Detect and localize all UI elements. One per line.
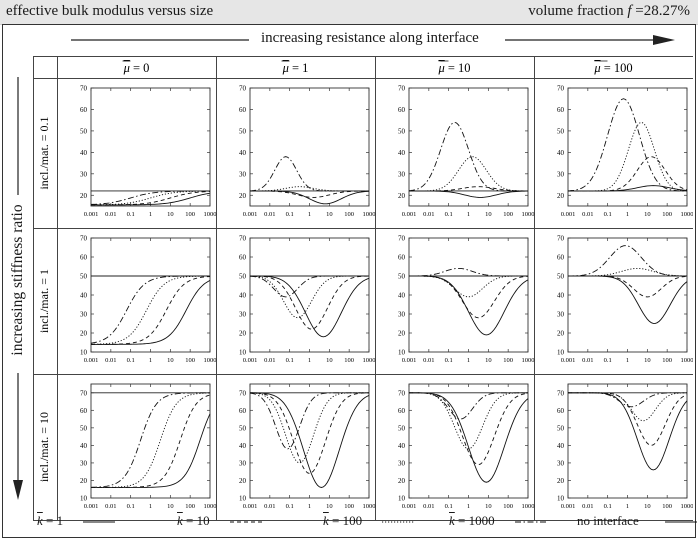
y-tick-label: 30 (557, 310, 564, 319)
y-tick-label: 70 (557, 389, 564, 398)
y-tick-label: 50 (398, 127, 405, 136)
legend-label: = 10 (182, 513, 210, 528)
row-label: incl./mat. = 0.1 (37, 116, 51, 190)
series-line (409, 268, 528, 276)
x-tick-label: 0.001 (83, 211, 99, 218)
y-tick-label: 30 (398, 459, 405, 468)
series-line (91, 276, 210, 344)
legend-swatch (382, 517, 414, 527)
x-tick-label: 100 (503, 357, 514, 364)
y-tick-label: 70 (557, 234, 564, 243)
panel-grid (33, 56, 693, 536)
y-tick-label: 50 (557, 127, 564, 136)
column-header (282, 61, 309, 75)
series-line (568, 276, 687, 297)
x-tick-label: 0.001 (401, 357, 417, 364)
x-tick-label: 1 (625, 211, 630, 218)
y-tick-label: 50 (239, 127, 246, 136)
y-tick-label: 70 (239, 234, 246, 243)
y-tick-label: 20 (557, 476, 564, 485)
mu-symbol: μ (438, 61, 445, 75)
x-tick-label: 0.001 (242, 357, 258, 364)
legend (37, 509, 691, 535)
x-tick-label: 1 (148, 211, 153, 218)
series-line (250, 191, 369, 204)
x-tick-label: 0.1 (603, 503, 612, 510)
y-tick-label: 50 (80, 272, 87, 281)
x-tick-label: 1000 (521, 211, 535, 218)
y-tick-label: 60 (398, 105, 405, 114)
series-line (250, 393, 369, 488)
grid-border (34, 57, 694, 521)
y-tick-label: 30 (398, 310, 405, 319)
x-tick-label: 1 (466, 211, 471, 218)
y-tick-label: 10 (398, 494, 405, 503)
x-tick-label: 10 (326, 503, 333, 510)
plot-area (250, 384, 369, 498)
plot-area (409, 384, 528, 498)
legend-item (577, 513, 697, 529)
y-tick-label: 50 (398, 272, 405, 281)
series-line (250, 393, 369, 449)
y-tick-label: 40 (398, 291, 405, 300)
y-tick-label: 40 (239, 441, 246, 450)
title-bar (0, 0, 698, 25)
x-tick-label: 1000 (203, 357, 217, 364)
plot-area (91, 238, 210, 352)
x-tick-label: 10 (644, 357, 651, 364)
legend-label: = 1000 (454, 513, 495, 528)
plot-area (568, 88, 687, 206)
y-tick-label: 20 (398, 329, 405, 338)
x-tick-label: 100 (662, 211, 673, 218)
x-tick-label: 1 (625, 503, 630, 510)
y-tick-label: 70 (398, 84, 405, 93)
x-tick-label: 0.01 (105, 503, 117, 510)
y-tick-label: 70 (239, 84, 246, 93)
series-line (409, 276, 528, 335)
y-tick-label: 20 (239, 329, 246, 338)
y-tick-label: 70 (80, 234, 87, 243)
x-tick-label: 10 (326, 357, 333, 364)
x-tick-label: 1000 (680, 211, 693, 218)
x-tick-label: 0.01 (582, 211, 594, 218)
x-tick-label: 0.1 (285, 211, 294, 218)
x-tick-label: 0.001 (401, 211, 417, 218)
series-line (568, 186, 687, 191)
y-tick-label: 70 (80, 84, 87, 93)
x-tick-label: 0.01 (264, 357, 276, 364)
plot-area (568, 384, 687, 498)
plot-area (409, 238, 528, 352)
y-tick-label: 10 (398, 348, 405, 357)
series-line (568, 157, 687, 191)
y-tick-label: 60 (80, 105, 87, 114)
x-tick-label: 1000 (521, 357, 535, 364)
y-tick-label: 60 (239, 253, 246, 262)
k-symbol: $\overline{k}$ (449, 513, 455, 528)
x-tick-label: 10 (485, 211, 492, 218)
y-tick-label: 50 (557, 272, 564, 281)
y-tick-label: 30 (239, 310, 246, 319)
down-arrow-head-icon (13, 480, 23, 500)
y-tick-label: 20 (80, 476, 87, 485)
y-tick-label: 40 (557, 441, 564, 450)
x-tick-label: 0.001 (401, 503, 417, 510)
y-tick-label: 60 (557, 253, 564, 262)
y-tick-label: 30 (557, 459, 564, 468)
column-value: = 100 (600, 61, 633, 75)
series-line (91, 393, 210, 488)
x-tick-label: 1 (466, 503, 471, 510)
x-tick-label: 1 (625, 357, 630, 364)
x-tick-label: 10 (167, 503, 174, 510)
y-tick-label: 50 (80, 424, 87, 433)
series-line (409, 191, 528, 197)
top-arrow-row (3, 25, 695, 55)
column-value: = 1 (288, 61, 309, 75)
x-tick-label: 0.01 (264, 503, 276, 510)
x-tick-label: 1000 (680, 503, 693, 510)
series-line (91, 280, 210, 344)
x-tick-label: 0.001 (83, 357, 99, 364)
x-tick-label: 100 (344, 211, 355, 218)
y-tick-label: 60 (557, 406, 564, 415)
x-tick-label: 0.001 (242, 503, 258, 510)
y-tick-label: 20 (80, 329, 87, 338)
y-tick-label: 70 (557, 84, 564, 93)
y-tick-label: 60 (557, 105, 564, 114)
right-arrow-head-icon (653, 35, 675, 45)
x-tick-label: 100 (662, 503, 673, 510)
y-tick-label: 30 (80, 459, 87, 468)
x-tick-label: 0.01 (582, 357, 594, 364)
row-label: incl./mat. = 10 (37, 411, 51, 483)
y-tick-label: 70 (239, 389, 246, 398)
x-tick-label: 10 (485, 503, 492, 510)
series-line (91, 277, 210, 345)
y-tick-label: 40 (557, 291, 564, 300)
k-symbol: $\overline{k}$ (323, 513, 329, 528)
series-line (250, 276, 369, 318)
y-tick-label: 30 (239, 459, 246, 468)
y-tick-label: 20 (398, 191, 405, 200)
x-tick-label: 1 (307, 503, 312, 510)
x-tick-label: 10 (485, 357, 492, 364)
y-tick-label: 40 (80, 441, 87, 450)
column-header (437, 61, 470, 75)
y-tick-label: 50 (239, 272, 246, 281)
column-header (593, 61, 632, 75)
k-symbol: $\overline{k}$ (177, 513, 183, 528)
y-tick-label: 20 (239, 191, 246, 200)
y-tick-label: 60 (80, 253, 87, 262)
x-tick-label: 0.001 (83, 503, 99, 510)
y-tick-label: 30 (80, 310, 87, 319)
series-line (568, 122, 687, 191)
legend-swatch (665, 517, 697, 527)
x-tick-label: 0.1 (444, 357, 453, 364)
x-tick-label: 0.01 (582, 503, 594, 510)
x-tick-label: 0.1 (126, 211, 135, 218)
y-tick-label: 50 (557, 424, 564, 433)
column-header (123, 61, 150, 75)
y-tick-label: 60 (239, 105, 246, 114)
x-tick-label: 0.01 (105, 211, 117, 218)
x-tick-label: 0.1 (285, 357, 294, 364)
x-tick-label: 1000 (203, 503, 217, 510)
x-tick-label: 100 (185, 357, 196, 364)
x-tick-label: 0.01 (423, 357, 435, 364)
x-tick-label: 1 (307, 211, 312, 218)
x-tick-label: 100 (344, 503, 355, 510)
x-tick-label: 0.1 (126, 357, 135, 364)
series-line (568, 393, 687, 446)
y-tick-label: 60 (398, 253, 405, 262)
k-symbol: $\overline{k}$ (37, 513, 43, 528)
series-line (409, 393, 528, 419)
volume-fraction-symbol: f (627, 3, 632, 19)
x-tick-label: 0.001 (560, 357, 576, 364)
legend-label: no interface (577, 513, 639, 528)
x-tick-label: 0.1 (126, 503, 135, 510)
series-line (409, 157, 528, 191)
page-title: effective bulk modulus versus size (6, 3, 214, 19)
mu-symbol: μ (282, 61, 289, 75)
x-tick-label: 0.1 (444, 503, 453, 510)
x-tick-label: 100 (185, 503, 196, 510)
mu-symbol: μ (594, 61, 601, 75)
series-line (409, 393, 528, 449)
x-tick-label: 0.01 (264, 211, 276, 218)
x-tick-label: 0.1 (603, 211, 612, 218)
column-value: = 10 (444, 61, 471, 75)
series-line (568, 276, 687, 323)
y-tick-label: 20 (239, 476, 246, 485)
y-tick-label: 30 (239, 170, 246, 179)
series-line (409, 393, 528, 482)
y-tick-label: 70 (398, 234, 405, 243)
y-tick-label: 60 (398, 406, 405, 415)
legend-item (323, 513, 414, 529)
x-tick-label: 0.01 (423, 211, 435, 218)
legend-swatch (515, 517, 547, 527)
y-tick-label: 40 (239, 291, 246, 300)
volume-fraction-label (528, 3, 690, 20)
x-tick-label: 0.001 (560, 503, 576, 510)
x-tick-label: 100 (185, 211, 196, 218)
x-tick-label: 0.01 (423, 503, 435, 510)
y-tick-label: 30 (80, 170, 87, 179)
y-tick-label: 30 (398, 170, 405, 179)
y-tick-label: 10 (80, 494, 87, 503)
x-tick-label: 1000 (362, 211, 376, 218)
series-line (91, 414, 210, 488)
x-tick-label: 1000 (362, 357, 376, 364)
plot-area (91, 384, 210, 498)
top-arrow-label: increasing resistance along interface (261, 30, 479, 46)
series-line (250, 157, 369, 191)
legend-label: = 1 (42, 513, 64, 528)
y-tick-label: 10 (557, 348, 564, 357)
side-arrow-col (3, 55, 33, 505)
x-tick-label: 0.01 (105, 357, 117, 364)
x-tick-label: 1000 (521, 503, 535, 510)
y-tick-label: 20 (557, 329, 564, 338)
x-tick-label: 10 (326, 211, 333, 218)
row-label: incl./mat. = 1 (37, 268, 51, 334)
y-tick-label: 40 (80, 291, 87, 300)
x-tick-label: 0.001 (560, 211, 576, 218)
legend-swatch (230, 517, 262, 527)
figure-frame (2, 24, 696, 538)
x-tick-label: 1 (307, 357, 312, 364)
y-tick-label: 50 (80, 127, 87, 136)
y-tick-label: 20 (398, 476, 405, 485)
legend-item (37, 513, 115, 529)
x-tick-label: 1000 (680, 357, 693, 364)
series-line (409, 122, 528, 191)
series-line (91, 395, 210, 488)
x-tick-label: 0.1 (285, 503, 294, 510)
y-tick-label: 40 (398, 148, 405, 157)
series-line (91, 276, 210, 343)
legend-item (449, 513, 547, 529)
x-tick-label: 0.1 (444, 211, 453, 218)
x-tick-label: 0.1 (603, 357, 612, 364)
series-line (250, 276, 369, 337)
series-line (91, 393, 210, 488)
y-tick-label: 10 (239, 348, 246, 357)
x-tick-label: 1000 (362, 503, 376, 510)
y-tick-label: 60 (80, 406, 87, 415)
volume-fraction-prefix: volume fraction (528, 3, 624, 19)
plot-area (409, 88, 528, 206)
y-tick-label: 40 (398, 441, 405, 450)
y-tick-label: 60 (239, 406, 246, 415)
x-tick-label: 1 (466, 357, 471, 364)
y-tick-label: 50 (239, 424, 246, 433)
mu-symbol: μ (123, 61, 130, 75)
column-value: = 0 (129, 61, 150, 75)
x-tick-label: 100 (503, 503, 514, 510)
x-tick-label: 10 (644, 211, 651, 218)
series-line (568, 393, 687, 421)
side-arrow-label: increasing stiffness ratio (9, 204, 26, 356)
series-line (409, 276, 528, 297)
x-tick-label: 10 (644, 503, 651, 510)
volume-fraction-value: =28.27% (635, 3, 690, 19)
legend-item (177, 513, 262, 529)
y-tick-label: 10 (557, 494, 564, 503)
series-line (568, 99, 687, 191)
plot-area (91, 88, 210, 206)
x-tick-label: 100 (503, 211, 514, 218)
y-tick-label: 30 (557, 170, 564, 179)
x-tick-label: 1000 (203, 211, 217, 218)
y-tick-label: 40 (557, 148, 564, 157)
x-tick-label: 10 (167, 357, 174, 364)
x-tick-label: 10 (167, 211, 174, 218)
legend-label: = 100 (328, 513, 363, 528)
y-tick-label: 50 (398, 424, 405, 433)
y-tick-label: 10 (80, 348, 87, 357)
y-tick-label: 70 (398, 389, 405, 398)
x-tick-label: 100 (662, 357, 673, 364)
series-line (250, 393, 369, 474)
y-tick-label: 20 (557, 191, 564, 200)
plot-area (568, 238, 687, 352)
x-tick-label: 1 (148, 357, 153, 364)
y-tick-label: 20 (80, 191, 87, 200)
y-tick-label: 70 (80, 389, 87, 398)
series-line (568, 246, 687, 276)
y-tick-label: 40 (239, 148, 246, 157)
x-tick-label: 100 (344, 357, 355, 364)
y-tick-label: 10 (239, 494, 246, 503)
x-tick-label: 0.001 (242, 211, 258, 218)
y-tick-label: 40 (80, 148, 87, 157)
x-tick-label: 1 (148, 503, 153, 510)
legend-swatch (83, 517, 115, 527)
